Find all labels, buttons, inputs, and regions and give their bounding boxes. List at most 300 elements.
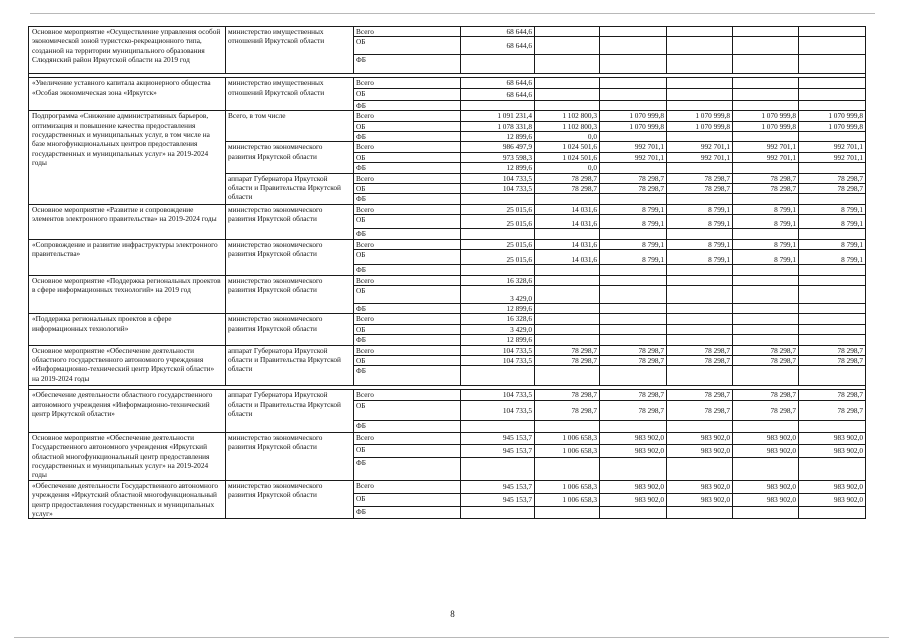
amount-cell bbox=[461, 229, 535, 239]
amount-cell: 983 902,0 bbox=[667, 432, 733, 444]
measure-name: Основное мероприятие «Обеспечение деятельности Государственного автономного учреждения «Иркутский областной многофункциональный центр предоставления государственных и муниципальных услуг» на 2019-2024 годы bbox=[29, 432, 226, 480]
funding-source: Всего bbox=[354, 142, 461, 152]
amount-cell bbox=[535, 265, 600, 275]
amount-cell: 14 031,6 bbox=[535, 239, 600, 249]
amount-cell: 8 799,1 bbox=[667, 250, 733, 265]
amount-cell bbox=[600, 366, 667, 386]
amount-cell: 78 298,7 bbox=[535, 173, 600, 183]
amount-cell: 8 799,1 bbox=[733, 215, 799, 229]
amount-cell: 78 298,7 bbox=[667, 390, 733, 400]
amount-cell bbox=[733, 458, 799, 481]
executor-name: министерство имущественных отношений Иркутской области bbox=[226, 27, 354, 74]
amount-cell: 945 153,7 bbox=[461, 493, 535, 506]
amount-cell: 992 701,1 bbox=[799, 142, 866, 152]
amount-cell: 1 006 658,3 bbox=[535, 480, 600, 493]
amount-cell: 986 497,9 bbox=[461, 142, 535, 152]
amount-cell: 1 070 999,8 bbox=[600, 111, 667, 121]
measure-name: Основное мероприятие «Осуществление управления особой экономической зоной туристско-рекреационного типа, созданной на территории муниципального образования Слюдянский район Иркутской области на 2019 год bbox=[29, 27, 226, 74]
amount-cell bbox=[733, 194, 799, 204]
amount-cell: 983 902,0 bbox=[733, 444, 799, 458]
amount-cell bbox=[667, 285, 733, 303]
funding-source: ФБ bbox=[354, 163, 461, 173]
amount-cell bbox=[600, 275, 667, 285]
amount-cell: 992 701,1 bbox=[667, 152, 733, 162]
funding-source: ФБ bbox=[354, 458, 461, 481]
amount-cell: 983 902,0 bbox=[733, 493, 799, 506]
executor-name: аппарат Губернатора Иркутской области и Правительства Иркутской области bbox=[226, 173, 354, 204]
table-row bbox=[29, 345, 866, 355]
amount-cell bbox=[535, 303, 600, 313]
amount-cell: 1 006 658,3 bbox=[535, 444, 600, 458]
amount-cell bbox=[535, 324, 600, 334]
amount-cell bbox=[799, 132, 866, 142]
amount-cell: 78 298,7 bbox=[600, 355, 667, 365]
funding-source: ФБ bbox=[354, 132, 461, 142]
measure-name: «Обеспечение деятельности Государственного автономного учреждения «Иркутский областной многофункциональный центр предоставления государственных и муниципальных услуг» bbox=[29, 480, 226, 519]
amount-cell bbox=[600, 100, 667, 110]
funding-source: ОБ bbox=[354, 37, 461, 55]
amount-cell bbox=[600, 265, 667, 275]
funding-source: ОБ bbox=[354, 215, 461, 229]
scan-artifact-bottom bbox=[14, 637, 889, 638]
amount-cell bbox=[600, 285, 667, 303]
amount-cell: 104 733,5 bbox=[461, 355, 535, 365]
amount-cell: 78 298,7 bbox=[535, 400, 600, 420]
amount-cell: 8 799,1 bbox=[667, 215, 733, 229]
amount-cell: 1 078 331,8 bbox=[461, 121, 535, 131]
executor-name: министерство имущественных отношений Иркутской области bbox=[226, 78, 354, 111]
amount-cell: 68 644,6 bbox=[461, 37, 535, 55]
funding-source: ФБ bbox=[354, 506, 461, 519]
amount-cell bbox=[461, 100, 535, 110]
amount-cell bbox=[461, 458, 535, 481]
funding-source: ОБ bbox=[354, 121, 461, 131]
amount-cell bbox=[461, 194, 535, 204]
executor-name: Всего, в том числе bbox=[226, 111, 354, 142]
funding-source: ОБ bbox=[354, 285, 461, 303]
amount-cell bbox=[535, 194, 600, 204]
amount-cell bbox=[535, 275, 600, 285]
amount-cell bbox=[799, 100, 866, 110]
amount-cell bbox=[667, 27, 733, 37]
executor-name: министерство экономического развития Иркутской области bbox=[226, 142, 354, 173]
amount-cell bbox=[799, 303, 866, 313]
amount-cell: 8 799,1 bbox=[799, 239, 866, 249]
amount-cell: 78 298,7 bbox=[667, 355, 733, 365]
funding-source: ФБ bbox=[354, 366, 461, 386]
amount-cell: 78 298,7 bbox=[799, 355, 866, 365]
executor-name: министерство экономического развития Иркутской области bbox=[226, 432, 354, 480]
amount-cell bbox=[600, 303, 667, 313]
amount-cell bbox=[667, 163, 733, 173]
amount-cell: 14 031,6 bbox=[535, 250, 600, 265]
amount-cell: 78 298,7 bbox=[667, 184, 733, 194]
amount-cell: 8 799,1 bbox=[600, 250, 667, 265]
executor-name: министерство экономического развития Иркутской области bbox=[226, 480, 354, 519]
amount-cell: 68 644,6 bbox=[461, 88, 535, 100]
executor-name: министерство экономического развития Иркутской области bbox=[226, 314, 354, 345]
amount-cell: 8 799,1 bbox=[667, 204, 733, 214]
amount-cell: 78 298,7 bbox=[733, 184, 799, 194]
amount-cell: 16 328,6 bbox=[461, 275, 535, 285]
amount-cell bbox=[733, 163, 799, 173]
amount-cell: 78 298,7 bbox=[535, 390, 600, 400]
amount-cell bbox=[600, 229, 667, 239]
amount-cell bbox=[799, 285, 866, 303]
amount-cell bbox=[667, 335, 733, 345]
amount-cell bbox=[535, 420, 600, 432]
amount-cell bbox=[600, 458, 667, 481]
amount-cell bbox=[461, 506, 535, 519]
amount-cell bbox=[799, 55, 866, 74]
amount-cell bbox=[667, 506, 733, 519]
amount-cell: 14 031,6 bbox=[535, 215, 600, 229]
amount-cell: 78 298,7 bbox=[535, 355, 600, 365]
amount-cell: 983 902,0 bbox=[667, 444, 733, 458]
amount-cell bbox=[667, 458, 733, 481]
amount-cell: 104 733,5 bbox=[461, 173, 535, 183]
amount-cell bbox=[733, 506, 799, 519]
amount-cell bbox=[600, 194, 667, 204]
amount-cell: 973 598,3 bbox=[461, 152, 535, 162]
amount-cell bbox=[600, 88, 667, 100]
amount-cell: 78 298,7 bbox=[799, 184, 866, 194]
amount-cell: 78 298,7 bbox=[535, 184, 600, 194]
amount-cell bbox=[535, 100, 600, 110]
amount-cell bbox=[535, 506, 600, 519]
amount-cell bbox=[799, 194, 866, 204]
executor-name: министерство экономического развития Иркутской области bbox=[226, 204, 354, 239]
amount-cell bbox=[667, 194, 733, 204]
amount-cell bbox=[733, 78, 799, 88]
amount-cell: 78 298,7 bbox=[733, 173, 799, 183]
amount-cell: 12 899,6 bbox=[461, 303, 535, 313]
amount-cell: 983 902,0 bbox=[600, 432, 667, 444]
amount-cell bbox=[799, 506, 866, 519]
table-row bbox=[29, 27, 866, 37]
amount-cell: 25 015,6 bbox=[461, 215, 535, 229]
amount-cell: 992 701,1 bbox=[733, 152, 799, 162]
amount-cell bbox=[600, 27, 667, 37]
funding-source: ОБ bbox=[354, 400, 461, 420]
table-row bbox=[29, 480, 866, 493]
amount-cell bbox=[600, 324, 667, 334]
funding-source: ФБ bbox=[354, 194, 461, 204]
funding-source: Всего bbox=[354, 390, 461, 400]
funding-source: ОБ bbox=[354, 444, 461, 458]
amount-cell bbox=[733, 55, 799, 74]
amount-cell bbox=[799, 229, 866, 239]
amount-cell bbox=[799, 163, 866, 173]
amount-cell bbox=[461, 265, 535, 275]
amount-cell bbox=[799, 78, 866, 88]
amount-cell bbox=[733, 132, 799, 142]
amount-cell bbox=[600, 314, 667, 324]
measure-name: «Увеличение уставного капитала акционерного общества «Особая экономическая зона «Иркутск» bbox=[29, 78, 226, 111]
amount-cell: 78 298,7 bbox=[733, 355, 799, 365]
funding-source: ОБ bbox=[354, 152, 461, 162]
amount-cell: 983 902,0 bbox=[667, 493, 733, 506]
amount-cell: 992 701,1 bbox=[600, 152, 667, 162]
measure-name: Основное мероприятие «Поддержка региональных проектов в сфере информационных технологий» на 2019 год bbox=[29, 275, 226, 314]
funding-source: ОБ bbox=[354, 88, 461, 100]
amount-cell: 3 429,0 bbox=[461, 285, 535, 303]
amount-cell bbox=[667, 88, 733, 100]
scan-artifact-top bbox=[30, 13, 875, 14]
amount-cell bbox=[733, 420, 799, 432]
amount-cell: 78 298,7 bbox=[600, 184, 667, 194]
amount-cell: 1 070 999,8 bbox=[667, 111, 733, 121]
amount-cell: 8 799,1 bbox=[600, 215, 667, 229]
table-row bbox=[29, 314, 866, 324]
amount-cell bbox=[733, 366, 799, 386]
amount-cell bbox=[600, 506, 667, 519]
amount-cell bbox=[600, 132, 667, 142]
amount-cell: 104 733,5 bbox=[461, 390, 535, 400]
amount-cell: 8 799,1 bbox=[667, 239, 733, 249]
funding-source: ФБ bbox=[354, 420, 461, 432]
amount-cell bbox=[535, 229, 600, 239]
funding-source: ФБ bbox=[354, 229, 461, 239]
amount-cell bbox=[535, 314, 600, 324]
funding-source: ФБ bbox=[354, 265, 461, 275]
amount-cell: 78 298,7 bbox=[600, 400, 667, 420]
amount-cell bbox=[667, 314, 733, 324]
amount-cell: 25 015,6 bbox=[461, 250, 535, 265]
amount-cell bbox=[733, 27, 799, 37]
amount-cell: 983 902,0 bbox=[799, 432, 866, 444]
amount-cell bbox=[667, 37, 733, 55]
budget-table-body bbox=[29, 27, 866, 519]
amount-cell bbox=[461, 55, 535, 74]
measure-name: Подпрограмма «Снижение административных барьеров, оптимизация и повышение качества предоставления государственных и муниципальных услуг, в том числе на базе многофункциональных центров предоставления государственных и муниципальных услуг» на 2019-2024 годы bbox=[29, 111, 226, 205]
table-row bbox=[29, 432, 866, 444]
funding-source: Всего bbox=[354, 173, 461, 183]
amount-cell bbox=[733, 335, 799, 345]
funding-source: Всего bbox=[354, 480, 461, 493]
amount-cell: 78 298,7 bbox=[799, 345, 866, 355]
amount-cell bbox=[667, 265, 733, 275]
funding-source: ОБ bbox=[354, 250, 461, 265]
amount-cell bbox=[799, 458, 866, 481]
amount-cell bbox=[535, 27, 600, 37]
executor-name: министерство экономического развития Иркутской области bbox=[226, 239, 354, 275]
amount-cell bbox=[600, 163, 667, 173]
amount-cell: 78 298,7 bbox=[667, 173, 733, 183]
amount-cell: 8 799,1 bbox=[799, 204, 866, 214]
amount-cell: 8 799,1 bbox=[733, 204, 799, 214]
amount-cell: 78 298,7 bbox=[535, 345, 600, 355]
amount-cell bbox=[461, 420, 535, 432]
measure-name: «Сопровождение и развитие инфраструктуры электронного правительства» bbox=[29, 239, 226, 275]
amount-cell: 68 644,6 bbox=[461, 27, 535, 37]
amount-cell: 983 902,0 bbox=[799, 480, 866, 493]
amount-cell bbox=[667, 100, 733, 110]
amount-cell bbox=[667, 420, 733, 432]
amount-cell bbox=[799, 27, 866, 37]
amount-cell bbox=[535, 366, 600, 386]
amount-cell: 78 298,7 bbox=[667, 400, 733, 420]
amount-cell: 983 902,0 bbox=[600, 493, 667, 506]
amount-cell: 1 024 501,6 bbox=[535, 142, 600, 152]
amount-cell: 983 902,0 bbox=[733, 480, 799, 493]
amount-cell bbox=[600, 335, 667, 345]
amount-cell: 1 091 231,4 bbox=[461, 111, 535, 121]
funding-source: Всего bbox=[354, 111, 461, 121]
amount-cell: 12 899,6 bbox=[461, 335, 535, 345]
amount-cell: 68 644,6 bbox=[461, 78, 535, 88]
funding-source: Всего bbox=[354, 345, 461, 355]
amount-cell: 8 799,1 bbox=[733, 239, 799, 249]
amount-cell bbox=[799, 335, 866, 345]
measure-name: «Поддержка региональных проектов в сфере информационных технологий» bbox=[29, 314, 226, 345]
funding-source: Всего bbox=[354, 239, 461, 249]
amount-cell: 983 902,0 bbox=[600, 444, 667, 458]
amount-cell bbox=[535, 88, 600, 100]
amount-cell: 983 902,0 bbox=[667, 480, 733, 493]
amount-cell: 1 070 999,8 bbox=[733, 121, 799, 131]
amount-cell bbox=[799, 314, 866, 324]
amount-cell: 8 799,1 bbox=[733, 250, 799, 265]
amount-cell bbox=[733, 324, 799, 334]
table-row bbox=[29, 204, 866, 214]
funding-source: Всего bbox=[354, 78, 461, 88]
amount-cell bbox=[799, 324, 866, 334]
budget-table bbox=[28, 26, 866, 519]
amount-cell bbox=[733, 285, 799, 303]
amount-cell: 8 799,1 bbox=[600, 239, 667, 249]
page-number: 8 bbox=[450, 609, 455, 619]
table-row bbox=[29, 390, 866, 400]
amount-cell: 14 031,6 bbox=[535, 204, 600, 214]
amount-cell bbox=[799, 265, 866, 275]
amount-cell: 78 298,7 bbox=[733, 345, 799, 355]
amount-cell bbox=[667, 132, 733, 142]
amount-cell bbox=[799, 88, 866, 100]
amount-cell: 983 902,0 bbox=[600, 480, 667, 493]
amount-cell: 25 015,6 bbox=[461, 239, 535, 249]
amount-cell bbox=[600, 37, 667, 55]
amount-cell bbox=[535, 458, 600, 481]
amount-cell bbox=[733, 37, 799, 55]
amount-cell: 78 298,7 bbox=[799, 173, 866, 183]
funding-source: ОБ bbox=[354, 355, 461, 365]
amount-cell bbox=[667, 303, 733, 313]
amount-cell: 1 070 999,8 bbox=[799, 111, 866, 121]
funding-source: ОБ bbox=[354, 493, 461, 506]
amount-cell: 78 298,7 bbox=[799, 400, 866, 420]
amount-cell bbox=[799, 37, 866, 55]
amount-cell: 104 733,5 bbox=[461, 184, 535, 194]
funding-source: Всего bbox=[354, 275, 461, 285]
funding-source: Всего bbox=[354, 314, 461, 324]
amount-cell bbox=[667, 324, 733, 334]
amount-cell: 1 070 999,8 bbox=[600, 121, 667, 131]
amount-cell bbox=[600, 78, 667, 88]
measure-name: Основное мероприятие «Обеспечение деятельности областного государственного автономного учреждения «Информационно-технический центр Иркутской области» на 2019-2024 годы bbox=[29, 345, 226, 386]
measure-name: Основное мероприятие «Развитие и сопровождение элементов электронного правительства» на 2019-2024 годы bbox=[29, 204, 226, 239]
amount-cell bbox=[535, 55, 600, 74]
amount-cell: 992 701,1 bbox=[733, 142, 799, 152]
executor-name: министерство экономического развития Иркутской области bbox=[226, 275, 354, 314]
amount-cell: 1 070 999,8 bbox=[799, 121, 866, 131]
amount-cell: 78 298,7 bbox=[733, 390, 799, 400]
amount-cell: 78 298,7 bbox=[600, 345, 667, 355]
amount-cell: 78 298,7 bbox=[667, 345, 733, 355]
amount-cell: 8 799,1 bbox=[799, 250, 866, 265]
funding-source: Всего bbox=[354, 27, 461, 37]
amount-cell bbox=[733, 265, 799, 275]
measure-name: «Обеспечение деятельности областного государственного автономного учреждения «Информационно-технический центр Иркутской области» bbox=[29, 390, 226, 432]
amount-cell: 104 733,5 bbox=[461, 345, 535, 355]
amount-cell bbox=[461, 366, 535, 386]
amount-cell: 8 799,1 bbox=[600, 204, 667, 214]
amount-cell: 983 902,0 bbox=[733, 432, 799, 444]
amount-cell: 25 015,6 bbox=[461, 204, 535, 214]
amount-cell bbox=[799, 275, 866, 285]
amount-cell bbox=[535, 37, 600, 55]
amount-cell: 78 298,7 bbox=[600, 390, 667, 400]
amount-cell: 0,0 bbox=[535, 132, 600, 142]
funding-source: Всего bbox=[354, 432, 461, 444]
funding-source: ФБ bbox=[354, 55, 461, 74]
amount-cell bbox=[535, 335, 600, 345]
amount-cell bbox=[667, 78, 733, 88]
amount-cell: 1 070 999,8 bbox=[733, 111, 799, 121]
amount-cell bbox=[600, 55, 667, 74]
table-row bbox=[29, 111, 866, 121]
amount-cell: 78 298,7 bbox=[733, 400, 799, 420]
amount-cell bbox=[600, 420, 667, 432]
amount-cell: 1 006 658,3 bbox=[535, 493, 600, 506]
amount-cell bbox=[667, 275, 733, 285]
amount-cell bbox=[733, 275, 799, 285]
amount-cell bbox=[799, 366, 866, 386]
amount-cell bbox=[733, 100, 799, 110]
amount-cell: 945 153,7 bbox=[461, 432, 535, 444]
amount-cell bbox=[667, 229, 733, 239]
amount-cell: 1 102 800,3 bbox=[535, 121, 600, 131]
amount-cell bbox=[733, 88, 799, 100]
amount-cell: 992 701,1 bbox=[667, 142, 733, 152]
amount-cell bbox=[535, 78, 600, 88]
amount-cell: 983 902,0 bbox=[799, 444, 866, 458]
amount-cell: 1 070 999,8 bbox=[667, 121, 733, 131]
amount-cell bbox=[733, 229, 799, 239]
amount-cell: 12 899,6 bbox=[461, 163, 535, 173]
amount-cell: 1 024 501,6 bbox=[535, 152, 600, 162]
amount-cell bbox=[733, 303, 799, 313]
amount-cell bbox=[667, 366, 733, 386]
amount-cell: 1 006 658,3 bbox=[535, 432, 600, 444]
amount-cell: 945 153,7 bbox=[461, 480, 535, 493]
funding-source: ФБ bbox=[354, 335, 461, 345]
amount-cell: 104 733,5 bbox=[461, 400, 535, 420]
funding-source: ОБ bbox=[354, 324, 461, 334]
amount-cell: 983 902,0 bbox=[799, 493, 866, 506]
executor-name: аппарат Губернатора Иркутской области и Правительства Иркутской области bbox=[226, 390, 354, 432]
amount-cell: 992 701,1 bbox=[799, 152, 866, 162]
amount-cell bbox=[667, 55, 733, 74]
table-row bbox=[29, 78, 866, 88]
table-row bbox=[29, 275, 866, 285]
funding-source: ФБ bbox=[354, 303, 461, 313]
amount-cell: 0,0 bbox=[535, 163, 600, 173]
amount-cell: 12 899,6 bbox=[461, 132, 535, 142]
funding-source: ФБ bbox=[354, 100, 461, 110]
amount-cell: 8 799,1 bbox=[799, 215, 866, 229]
amount-cell bbox=[799, 420, 866, 432]
